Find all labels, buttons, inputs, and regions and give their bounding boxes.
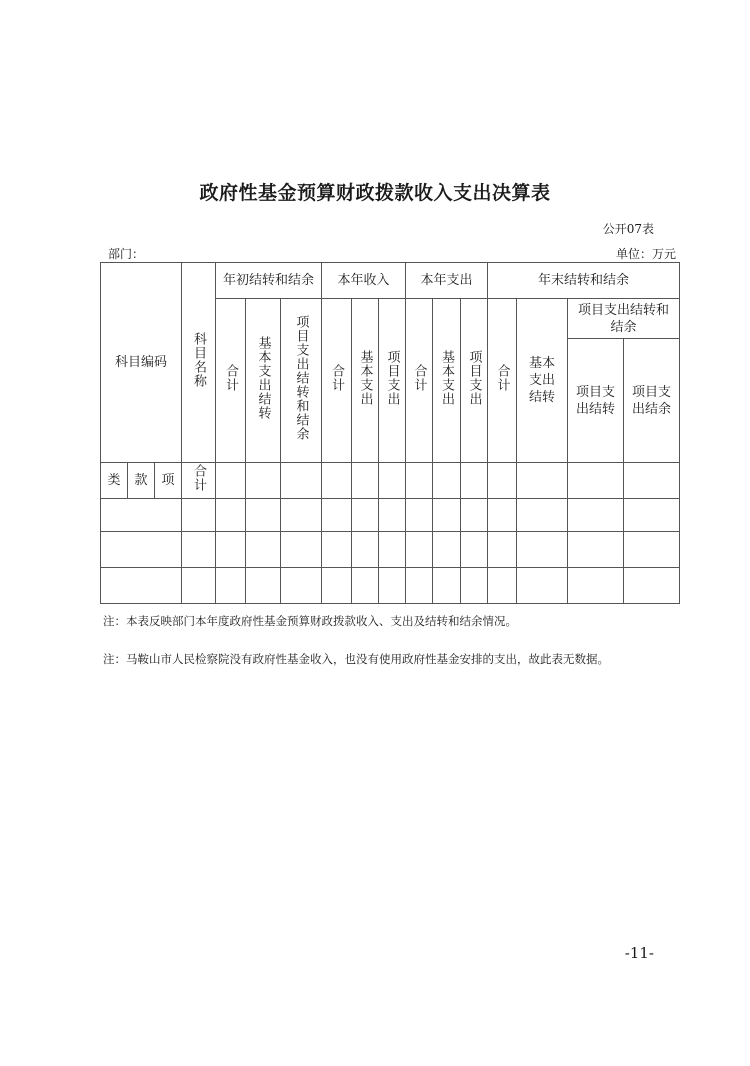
header-closing-total: 合计: [488, 299, 517, 463]
header-opening-project: 项目支出结转和结余: [281, 299, 322, 463]
unit-label: 单位：万元: [615, 247, 676, 261]
header-income-project: 项目支出: [379, 299, 406, 463]
header-closing-balance: 年末结转和结余: [488, 263, 680, 299]
header-expense-total: 合计: [406, 299, 433, 463]
header-opening-basic: 基本支出结转: [246, 299, 281, 463]
header-subject-code: 科目编码: [101, 263, 182, 463]
header-income-total: 合计: [322, 299, 352, 463]
note-1: 注：本表反映部门本年度政府性基金预算财政拨款收入、支出及结转和结余情况。: [103, 614, 517, 628]
header-current-expense: 本年支出: [406, 263, 488, 299]
table-row: [101, 568, 680, 604]
header-class: 类: [101, 463, 128, 499]
note-2: 注：马鞍山市人民检察院没有政府性基金收入，也没有使用政府性基金安排的支出，故此表无数据。: [103, 652, 609, 666]
page-title: 政府性基金预算财政拨款收入支出决算表: [199, 182, 551, 204]
header-income-basic: 基本支出: [352, 299, 379, 463]
table-row: [101, 532, 680, 568]
header-expense-project: 项目支出: [461, 299, 488, 463]
header-item: 项: [155, 463, 182, 499]
header-closing-project-carryover: 项目支出结转: [568, 339, 624, 463]
page-number: -11-: [624, 944, 654, 962]
header-closing-project-group: 项目支出结转和结余: [568, 299, 680, 339]
fund-table: [100, 262, 680, 604]
header-opening-total: 合计: [216, 299, 246, 463]
row-total-label: 合计: [182, 463, 216, 499]
header-section: 款: [128, 463, 155, 499]
header-current-income: 本年收入: [322, 263, 406, 299]
table-row: [101, 499, 680, 532]
header-closing-project-surplus: 项目支出结余: [624, 339, 680, 463]
form-number: 公开07表: [602, 222, 654, 236]
header-opening-balance: 年初结转和结余: [216, 263, 322, 299]
department-label: 部门：: [108, 247, 145, 261]
header-closing-basic: 基本支出结转: [517, 299, 568, 463]
header-expense-basic: 基本支出: [433, 299, 461, 463]
header-subject-name: 科目名称: [182, 263, 216, 463]
